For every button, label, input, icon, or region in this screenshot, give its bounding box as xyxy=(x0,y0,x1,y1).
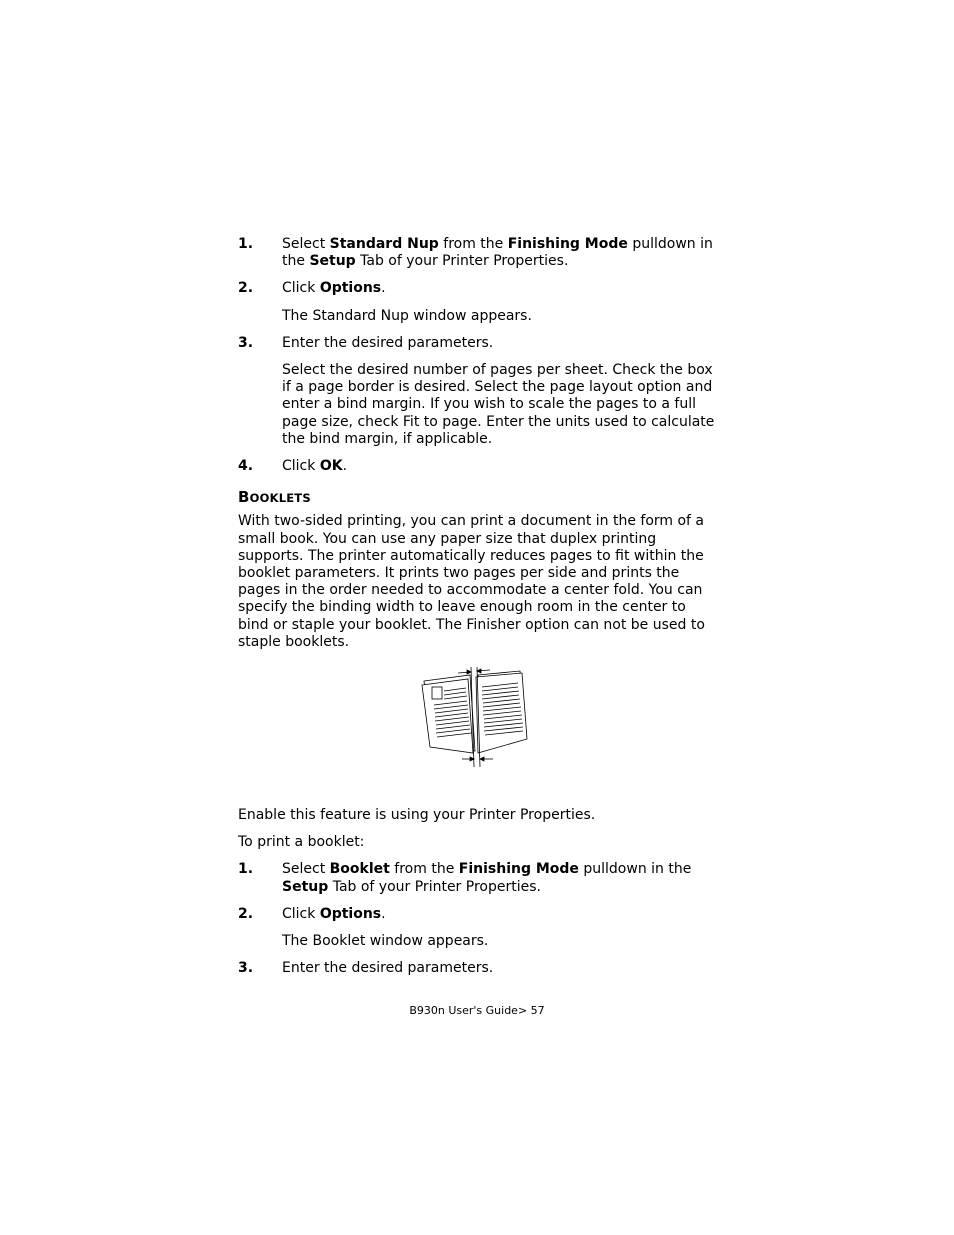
list-item xyxy=(238,960,718,977)
step-text: pulldown in the xyxy=(578,861,692,878)
list-item xyxy=(238,861,718,895)
step-note: Select the desired number of pages per sheet. Check the box if a page border is desired. Select the page layout option and enter a bind margin. If you wish to scale the pages to a full page size, check Fit to page. Enter the units used to calculate the bind margin, if applicable. xyxy=(282,362,715,447)
step-note: The Booklet window appears. xyxy=(282,933,489,950)
open-book-icon xyxy=(418,667,530,767)
list-item xyxy=(238,335,718,352)
step-text: OK xyxy=(319,458,343,475)
step-text: Tab of your Printer Properties. xyxy=(328,878,541,895)
step-text: Setup xyxy=(309,253,356,270)
step-text: pulldown in the xyxy=(282,236,713,270)
page-content xyxy=(238,236,718,987)
list-item xyxy=(238,280,718,297)
step-text: Click xyxy=(282,280,320,297)
list-item xyxy=(238,906,718,923)
step-text: Setup xyxy=(282,878,329,895)
nup-steps xyxy=(238,236,718,475)
step-text: from the xyxy=(389,861,459,878)
section-heading-booklets: BOOKLETS xyxy=(238,488,311,507)
step-number: 2. xyxy=(238,280,254,297)
step-text: Finishing Mode xyxy=(507,236,628,252)
step-number: 2. xyxy=(238,905,254,922)
booklets-intro: With two-sided printing, you can print a document in the form of a small book. You can use any paper size that duplex printing supports. The printer automatically reduces pages to fit within the booklet parameters. It prints two pages per side and prints the pages in the order needed to accommodate a center fold. You can specify the binding width to leave enough room in the center to bind or staple your booklet. The Finisher option can not be used to staple booklets. xyxy=(238,513,705,650)
step-number: 3. xyxy=(238,960,254,977)
step-text: . xyxy=(381,905,386,922)
step-text: Click xyxy=(282,458,320,475)
step-text: Enter the desired parameters. xyxy=(282,960,494,977)
page-footer: B930n User's Guide> 57 xyxy=(409,1004,545,1017)
step-text: Select xyxy=(282,236,330,252)
step-number: 4. xyxy=(238,458,254,475)
step-text: Options xyxy=(319,280,382,297)
step-text: Enter the desired parameters. xyxy=(282,334,494,351)
step-text: from the xyxy=(438,236,508,252)
step-text: Finishing Mode xyxy=(458,861,579,878)
step-number: 1. xyxy=(238,861,254,878)
step-text: Standard Nup xyxy=(329,236,439,252)
booklet-illustration xyxy=(238,661,718,797)
step-text: Booklet xyxy=(329,861,390,878)
step-note: The Standard Nup window appears. xyxy=(282,307,532,324)
list-item xyxy=(238,236,718,270)
step-text: Tab of your Printer Properties. xyxy=(355,253,569,270)
step-text: Click xyxy=(282,905,320,922)
step-number: 3. xyxy=(238,334,254,351)
list-item xyxy=(238,458,718,475)
step-text: . xyxy=(381,280,386,297)
to-print-text: To print a booklet: xyxy=(238,834,365,851)
step-text: . xyxy=(342,458,348,475)
step-text: Select xyxy=(282,861,330,878)
enable-text: Enable this feature is using your Printer Properties. xyxy=(238,807,596,824)
step-number: 1. xyxy=(238,236,254,252)
step-text: Options xyxy=(319,905,382,922)
booklet-steps xyxy=(238,861,718,977)
